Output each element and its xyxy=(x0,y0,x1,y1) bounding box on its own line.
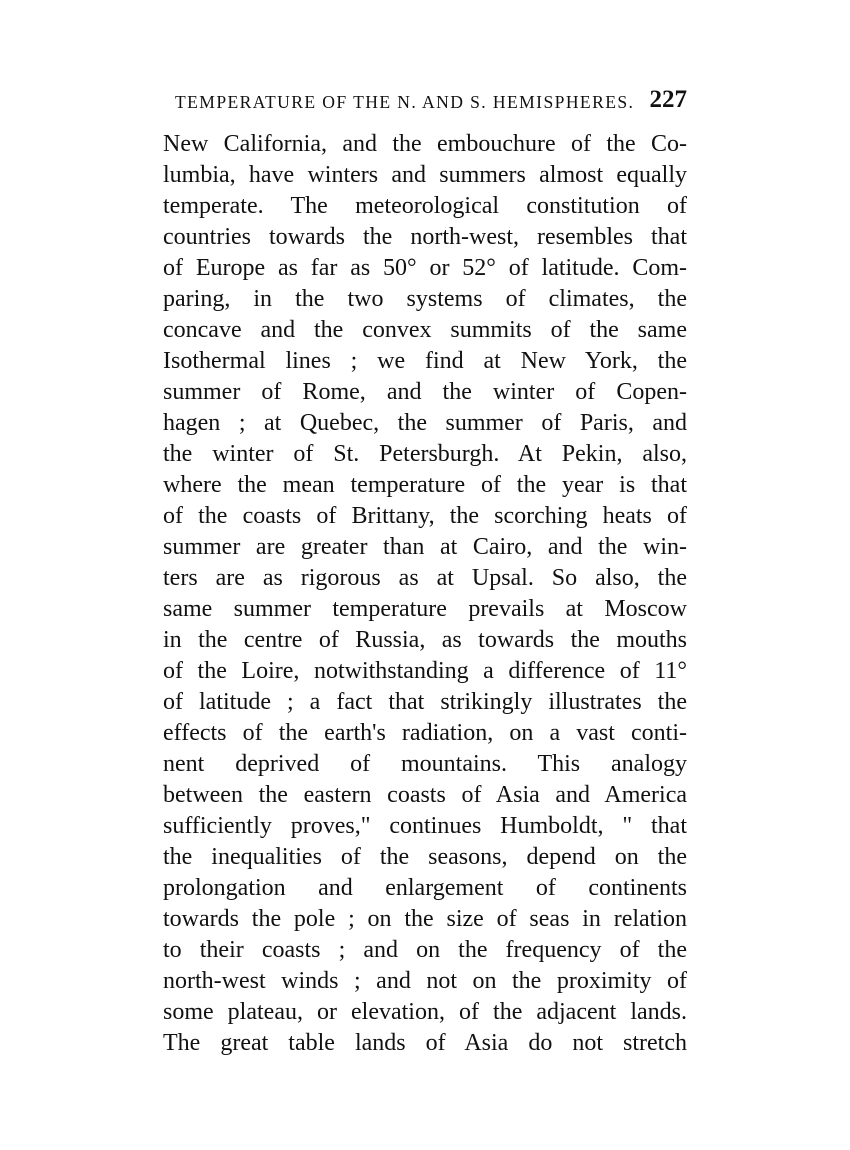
text-line: hagen ; at Quebec, the summer of Paris, and xyxy=(163,410,687,436)
text-line: New California, and the embouchure of the Co- xyxy=(163,131,687,157)
text-line: some plateau, or elevation, of the adjacent lands. xyxy=(163,999,687,1025)
text-line: paring, in the two systems of climates, the xyxy=(163,286,687,312)
text-line: prolongation and enlargement of continents xyxy=(163,875,687,901)
text-line: concave and the convex summits of the same xyxy=(163,317,687,343)
text-line: where the mean temperature of the year is that xyxy=(163,472,687,498)
text-line: countries towards the north-west, resembles that xyxy=(163,224,687,250)
text-line: temperate. The meteorological constitution of xyxy=(163,193,687,219)
text-line: sufficiently proves," continues Humboldt, " that xyxy=(163,813,687,839)
text-line: the winter of St. Petersburgh. At Pekin, also, xyxy=(163,441,687,467)
body-text xyxy=(163,129,687,1059)
text-line: of the Loire, notwithstanding a difference of 11° xyxy=(163,658,687,684)
page-number: 227 xyxy=(649,86,687,113)
text-line: towards the pole ; on the size of seas in relation xyxy=(163,906,687,932)
text-line: nent deprived of mountains. This analogy xyxy=(163,751,687,777)
text-line: ters are as rigorous as at Upsal. So also, the xyxy=(163,565,687,591)
text-line: to their coasts ; and on the frequency of the xyxy=(163,937,687,963)
text-line: same summer temperature prevails at Moscow xyxy=(163,596,687,622)
text-line: of the coasts of Brittany, the scorching heats of xyxy=(163,503,687,529)
text-line: summer are greater than at Cairo, and the win- xyxy=(163,534,687,560)
text-line: The great table lands of Asia do not stretch xyxy=(163,1030,687,1056)
text-line: effects of the earth's radiation, on a vast conti- xyxy=(163,720,687,746)
text-line: of latitude ; a fact that strikingly illustrates the xyxy=(163,689,687,715)
text-line: Isothermal lines ; we find at New York, the xyxy=(163,348,687,374)
text-line: summer of Rome, and the winter of Copen- xyxy=(163,379,687,405)
running-title: TEMPERATURE OF THE N. AND S. HEMISPHERES. xyxy=(175,92,635,112)
text-line: of Europe as far as 50° or 52° of latitude. Com- xyxy=(163,255,687,281)
running-head xyxy=(175,86,687,118)
text-line: lumbia, have winters and summers almost equally xyxy=(163,162,687,188)
text-line: north-west winds ; and not on the proximity of xyxy=(163,968,687,994)
text-line: in the centre of Russia, as towards the mouths xyxy=(163,627,687,653)
text-line: the inequalities of the seasons, depend on the xyxy=(163,844,687,870)
text-line: between the eastern coasts of Asia and America xyxy=(163,782,687,808)
